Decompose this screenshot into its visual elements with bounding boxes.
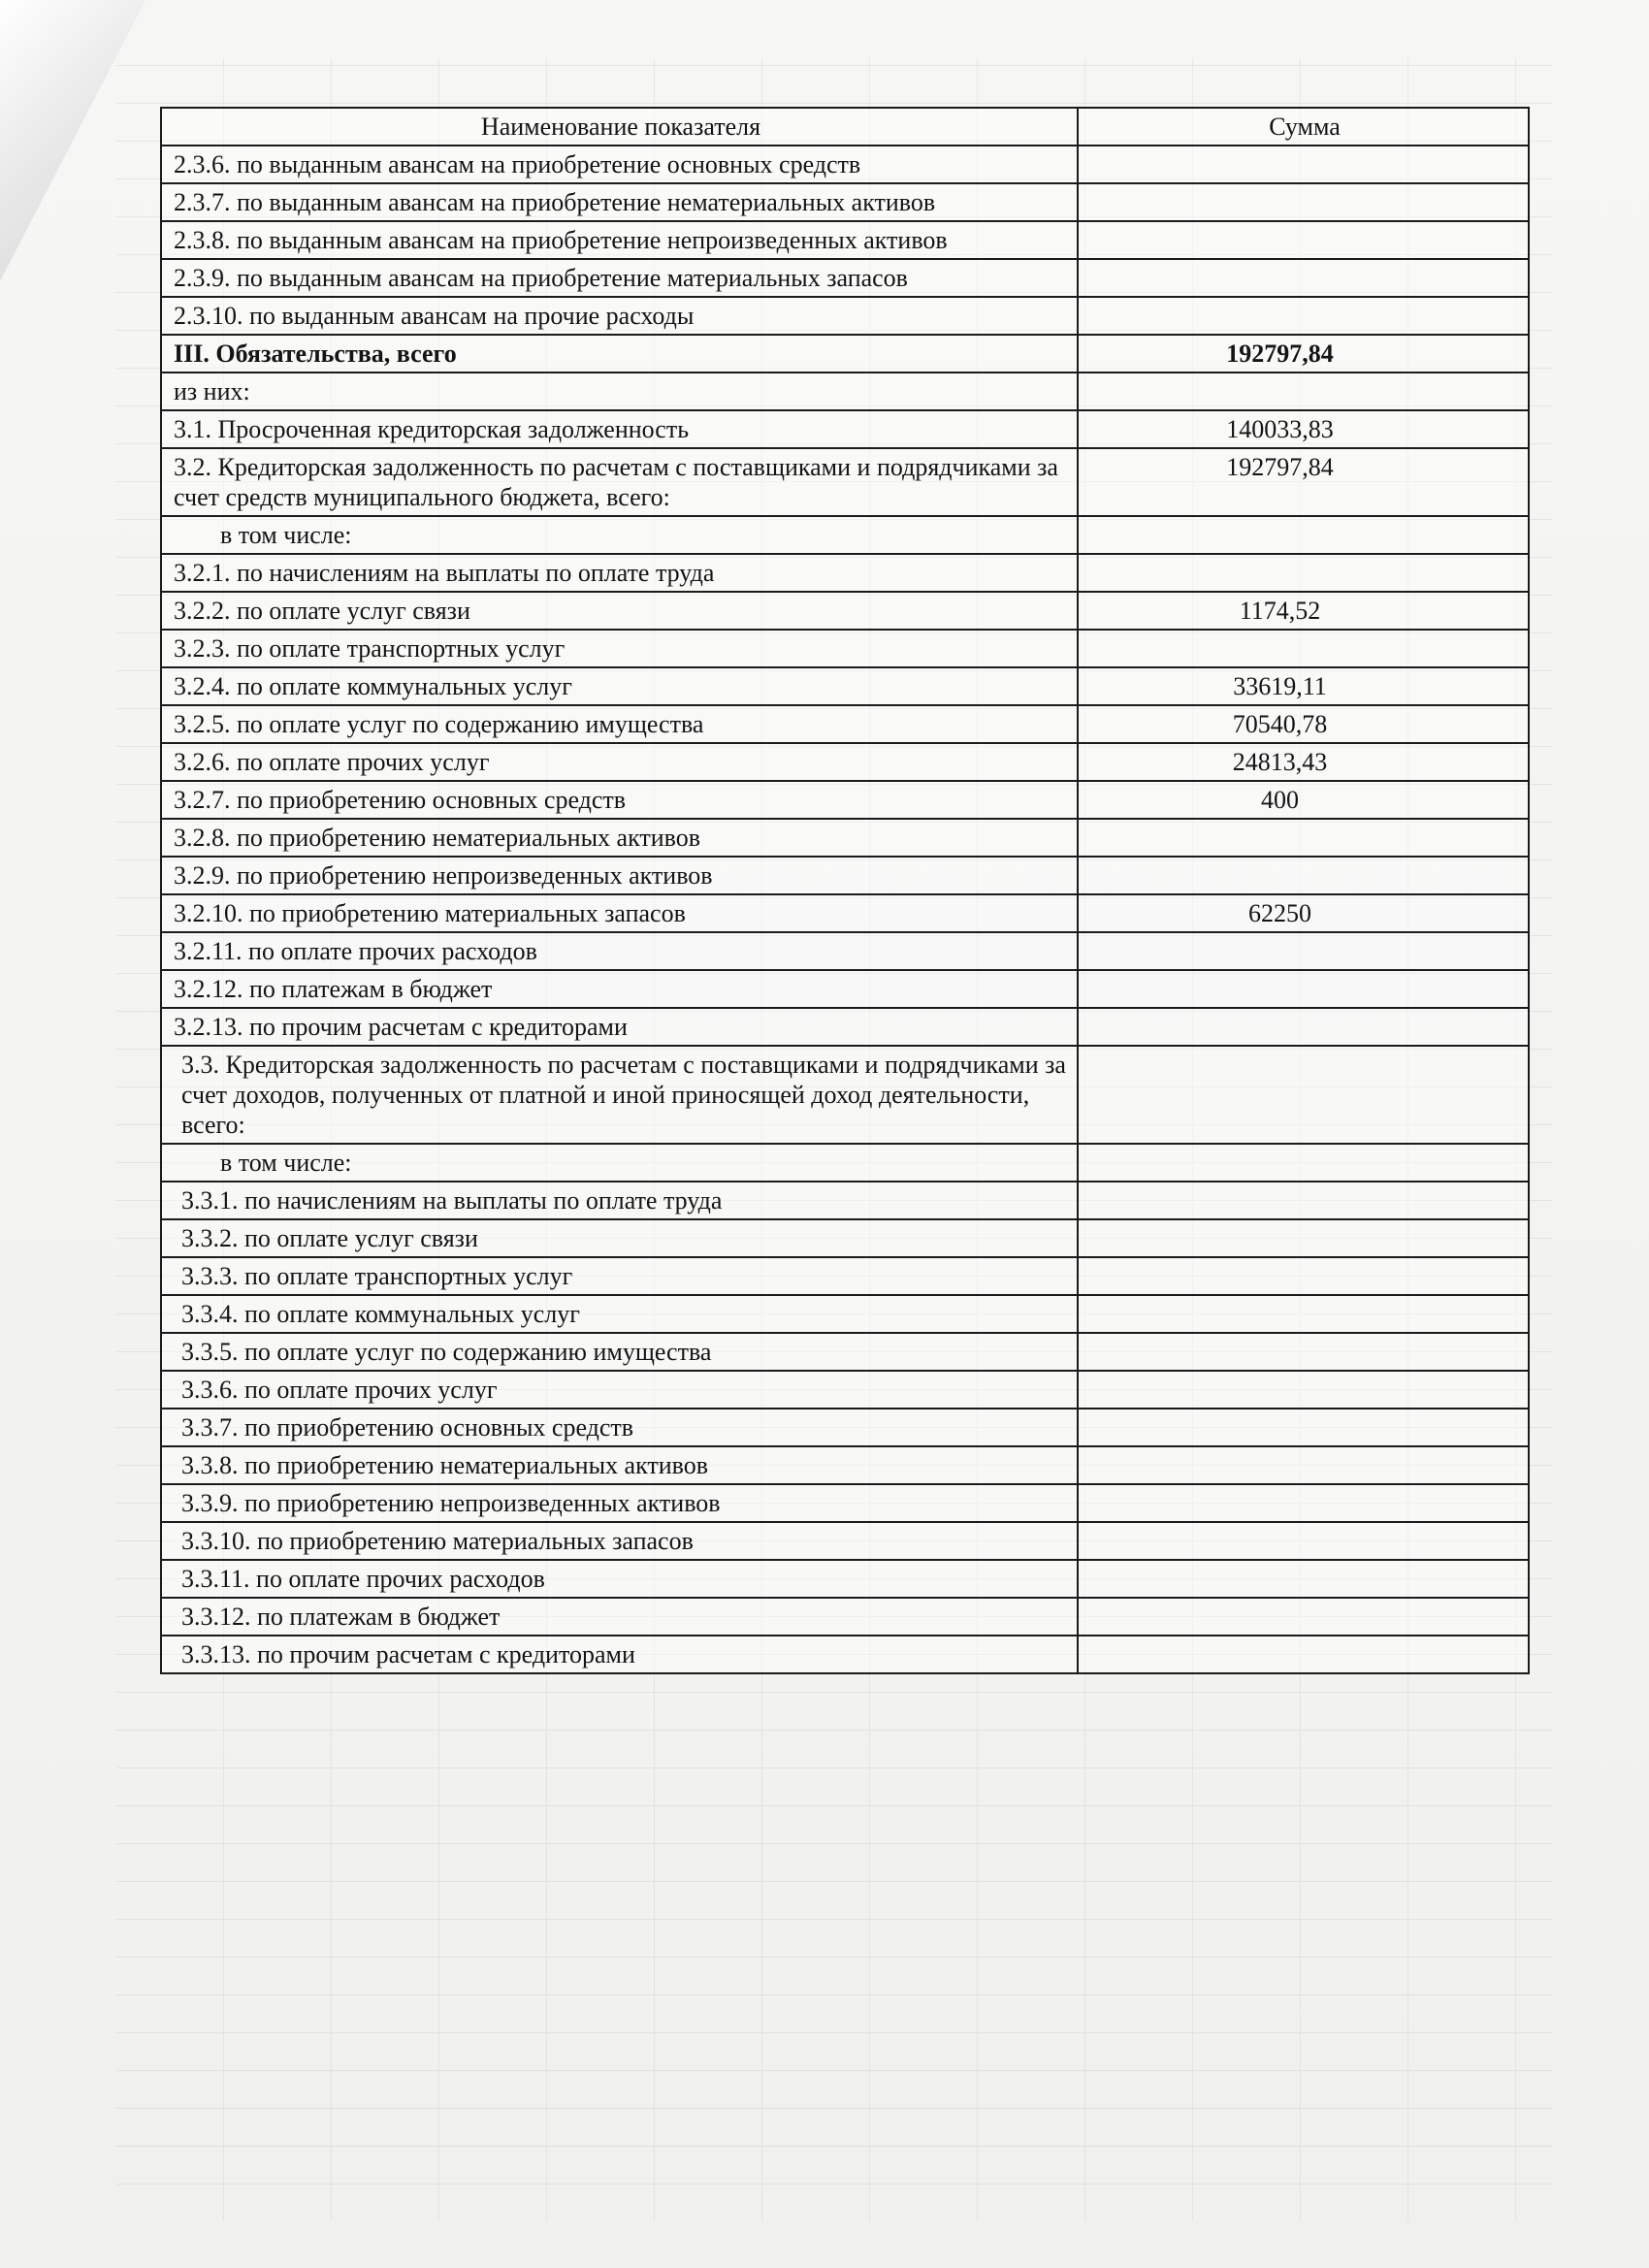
table-body xyxy=(161,146,1529,1673)
indicator-name: 2.3.8. по выданным авансам на приобретение непроизведенных активов xyxy=(161,221,1078,259)
indicator-sum xyxy=(1078,1295,1529,1333)
indicator-name: 3.3.8. по приобретению нематериальных активов xyxy=(161,1446,1078,1484)
indicator-name: 3.3.4. по оплате коммунальных услуг xyxy=(161,1295,1078,1333)
indicator-name: 3.3.10. по приобретению материальных запасов xyxy=(161,1522,1078,1560)
indicator-sum: 400 xyxy=(1078,781,1529,819)
indicator-name: 3.2.5. по оплате услуг по содержанию имущества xyxy=(161,705,1078,743)
indicator-name: 3.2.13. по прочим расчетам с кредиторами xyxy=(161,1008,1078,1046)
indicator-name: 2.3.10. по выданным авансам на прочие расходы xyxy=(161,297,1078,335)
indicator-name: 3.3.2. по оплате услуг связи xyxy=(161,1219,1078,1257)
table-row xyxy=(161,1295,1529,1333)
indicator-name: 3.3.9. по приобретению непроизведенных активов xyxy=(161,1484,1078,1522)
indicator-name: в том числе: xyxy=(161,516,1078,554)
indicator-sum: 62250 xyxy=(1078,894,1529,932)
table-row xyxy=(161,705,1529,743)
indicator-name: 3.2.11. по оплате прочих расходов xyxy=(161,932,1078,970)
indicator-sum: 24813,43 xyxy=(1078,743,1529,781)
indicator-sum xyxy=(1078,1636,1529,1673)
table-row xyxy=(161,516,1529,554)
table-row xyxy=(161,1219,1529,1257)
table-row xyxy=(161,1446,1529,1484)
indicator-sum xyxy=(1078,932,1529,970)
table-row xyxy=(161,630,1529,667)
table-row xyxy=(161,373,1529,410)
table-row xyxy=(161,1522,1529,1560)
indicator-sum xyxy=(1078,857,1529,894)
indicator-sum xyxy=(1078,1409,1529,1446)
table-row xyxy=(161,1333,1529,1371)
table-row xyxy=(161,970,1529,1008)
indicator-name: 3.2.6. по оплате прочих услуг xyxy=(161,743,1078,781)
indicator-sum xyxy=(1078,373,1529,410)
indicator-name: 3.2.9. по приобретению непроизведенных активов xyxy=(161,857,1078,894)
table-row xyxy=(161,1008,1529,1046)
indicator-sum: 70540,78 xyxy=(1078,705,1529,743)
table-row xyxy=(161,1144,1529,1182)
table-row xyxy=(161,221,1529,259)
liabilities-table xyxy=(160,107,1530,1674)
table-row xyxy=(161,667,1529,705)
indicator-name: 3.2.3. по оплате транспортных услуг xyxy=(161,630,1078,667)
indicator-sum xyxy=(1078,554,1529,592)
indicator-sum xyxy=(1078,1046,1529,1144)
indicator-sum: 1174,52 xyxy=(1078,592,1529,630)
table-row xyxy=(161,259,1529,297)
indicator-sum xyxy=(1078,970,1529,1008)
indicator-name: 3.3.5. по оплате услуг по содержанию имущества xyxy=(161,1333,1078,1371)
indicator-name: 3.2.2. по оплате услуг связи xyxy=(161,592,1078,630)
indicator-sum xyxy=(1078,630,1529,667)
indicator-name: 3.3.13. по прочим расчетам с кредиторами xyxy=(161,1636,1078,1673)
table-row xyxy=(161,1409,1529,1446)
indicator-name: из них: xyxy=(161,373,1078,410)
table-row xyxy=(161,1257,1529,1295)
indicator-sum xyxy=(1078,1598,1529,1636)
indicator-sum xyxy=(1078,259,1529,297)
indicator-sum xyxy=(1078,819,1529,857)
indicator-sum xyxy=(1078,1484,1529,1522)
indicator-name: 3.3.7. по приобретению основных средств xyxy=(161,1409,1078,1446)
table-header-row xyxy=(161,108,1529,146)
indicator-name: 3.3.1. по начислениям на выплаты по оплате труда xyxy=(161,1182,1078,1219)
table-row xyxy=(161,1560,1529,1598)
indicator-name: 3.1. Просроченная кредиторская задолженность xyxy=(161,410,1078,448)
table-row xyxy=(161,781,1529,819)
indicator-sum xyxy=(1078,1371,1529,1409)
table-row xyxy=(161,297,1529,335)
indicator-name: 2.3.9. по выданным авансам на приобретение материальных запасов xyxy=(161,259,1078,297)
indicator-name: 3.2.8. по приобретению нематериальных активов xyxy=(161,819,1078,857)
table-row xyxy=(161,819,1529,857)
header-sum: Сумма xyxy=(1078,108,1529,146)
indicator-name: 2.3.6. по выданным авансам на приобретение основных средств xyxy=(161,146,1078,183)
indicator-sum xyxy=(1078,1257,1529,1295)
indicator-name: 3.3.6. по оплате прочих услуг xyxy=(161,1371,1078,1409)
indicator-sum xyxy=(1078,1522,1529,1560)
header-name: Наименование показателя xyxy=(161,108,1078,146)
table-row xyxy=(161,554,1529,592)
indicator-sum xyxy=(1078,1446,1529,1484)
indicator-name: 3.3.12. по платежам в бюджет xyxy=(161,1598,1078,1636)
indicator-sum xyxy=(1078,1144,1529,1182)
table-row xyxy=(161,448,1529,516)
indicator-sum xyxy=(1078,1008,1529,1046)
indicator-sum: 192797,84 xyxy=(1078,448,1529,516)
indicator-name: 3.2.10. по приобретению материальных запасов xyxy=(161,894,1078,932)
indicator-name: в том числе: xyxy=(161,1144,1078,1182)
indicator-name: 3.3.3. по оплате транспортных услуг xyxy=(161,1257,1078,1295)
indicator-name: 3.3. Кредиторская задолженность по расчетам с поставщиками и подрядчиками за счет доходов, полученных от платной и иной приносящей доход деятельности, всего: xyxy=(161,1046,1078,1144)
table-row xyxy=(161,183,1529,221)
indicator-sum xyxy=(1078,516,1529,554)
indicator-sum: 33619,11 xyxy=(1078,667,1529,705)
indicator-name: 3.2.12. по платежам в бюджет xyxy=(161,970,1078,1008)
table-row xyxy=(161,1636,1529,1673)
table-row xyxy=(161,1046,1529,1144)
indicator-name: 3.2.4. по оплате коммунальных услуг xyxy=(161,667,1078,705)
table-row xyxy=(161,1598,1529,1636)
indicator-name: 3.2.1. по начислениям на выплаты по оплате труда xyxy=(161,554,1078,592)
indicator-sum xyxy=(1078,1182,1529,1219)
indicator-sum xyxy=(1078,183,1529,221)
table-row xyxy=(161,1484,1529,1522)
indicator-sum xyxy=(1078,1333,1529,1371)
table-row xyxy=(161,894,1529,932)
indicator-sum xyxy=(1078,146,1529,183)
indicator-sum xyxy=(1078,221,1529,259)
indicator-sum xyxy=(1078,1560,1529,1598)
table-row xyxy=(161,592,1529,630)
indicator-sum: 140033,83 xyxy=(1078,410,1529,448)
indicator-name: 3.2.7. по приобретению основных средств xyxy=(161,781,1078,819)
table-row xyxy=(161,743,1529,781)
table-row xyxy=(161,410,1529,448)
table-row xyxy=(161,857,1529,894)
indicator-name: 3.3.11. по оплате прочих расходов xyxy=(161,1560,1078,1598)
indicator-name: 3.2. Кредиторская задолженность по расчетам с поставщиками и подрядчиками за счет средств муниципального бюджета, всего: xyxy=(161,448,1078,516)
indicator-sum xyxy=(1078,1219,1529,1257)
indicator-sum xyxy=(1078,297,1529,335)
indicator-name: III. Обязательства, всего xyxy=(161,335,1078,373)
table-row xyxy=(161,1371,1529,1409)
table-row xyxy=(161,1182,1529,1219)
table-row xyxy=(161,335,1529,373)
indicator-name: 2.3.7. по выданным авансам на приобретение нематериальных активов xyxy=(161,183,1078,221)
indicator-sum: 192797,84 xyxy=(1078,335,1529,373)
table-row xyxy=(161,932,1529,970)
table-row xyxy=(161,146,1529,183)
